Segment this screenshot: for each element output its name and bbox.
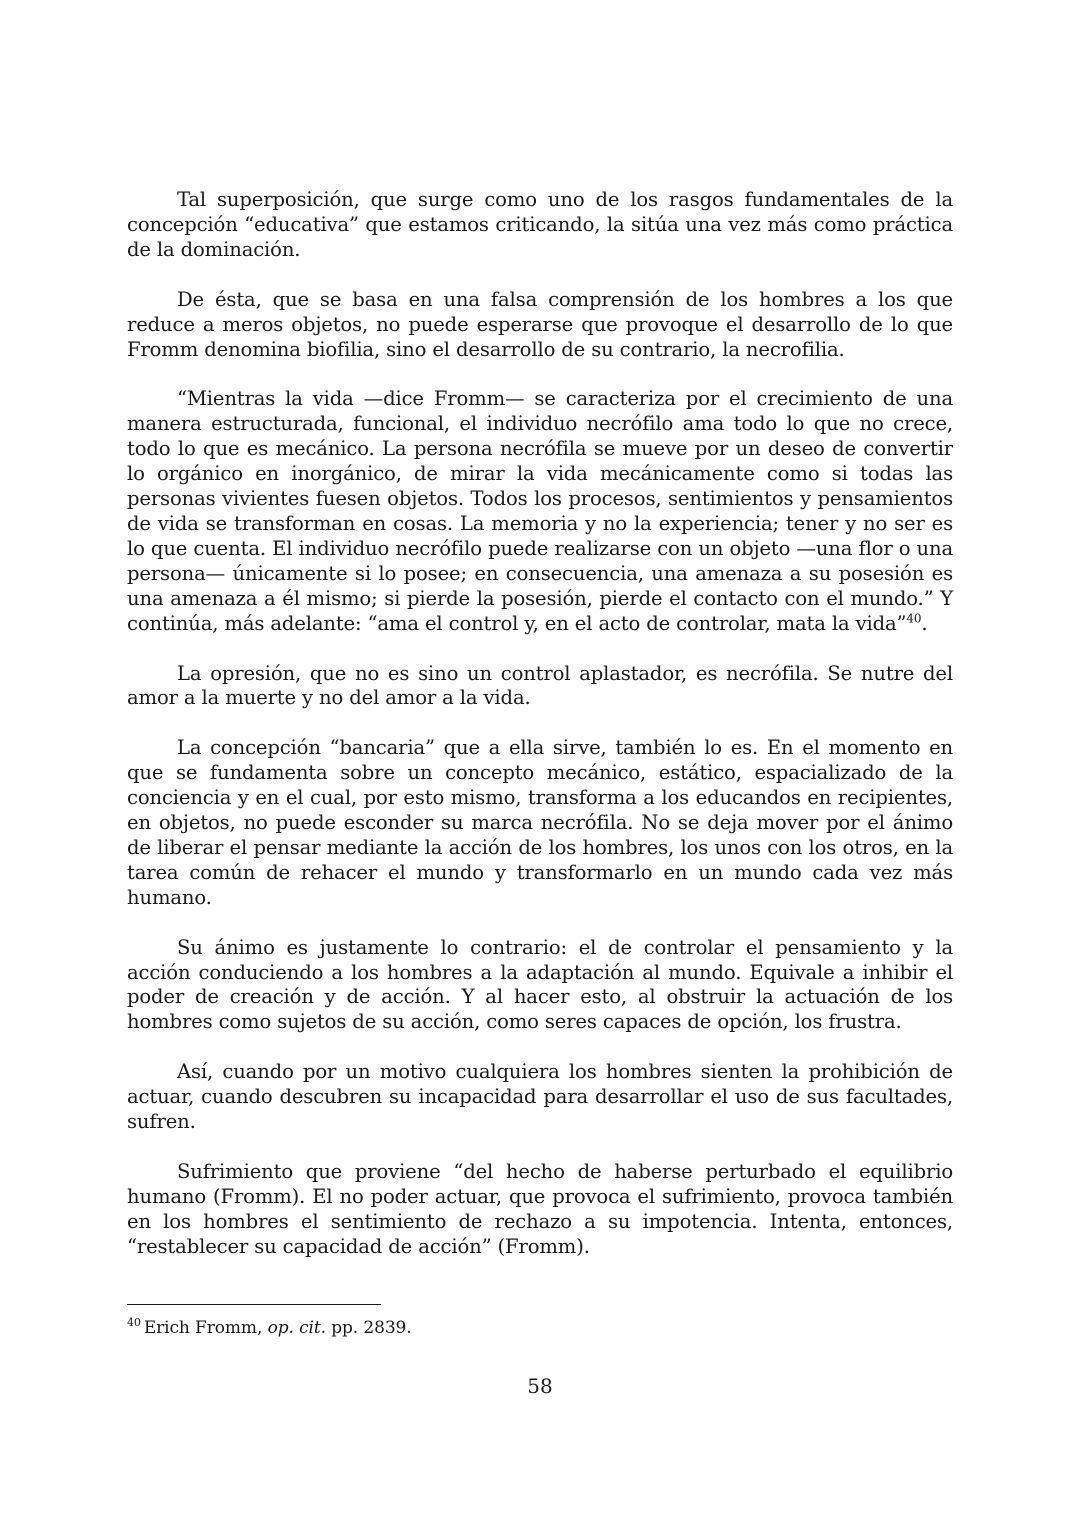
footnote-pages: pp. 2839. <box>331 1318 412 1338</box>
footnote-divider <box>127 1304 381 1305</box>
document-body <box>127 188 953 1285</box>
paragraph-2: De ésta, que se basa en una falsa comprensión de los hombres a los que reduce a meros objetos, no puede esperarse que provoque el desarrollo de lo que Fromm denomina biofilia, sino el desarrollo de su contrario, la necrofilia. <box>127 287 953 361</box>
paragraph-1: Tal superposición, que surge como uno de los rasgos fundamentales de la concepción “educativa” que estamos criticando, la sitúa una vez más como práctica de la dominación. <box>127 188 953 261</box>
paragraph-6: Su ánimo es justamente lo contrario: el de controlar el pensamiento y la acción conduciendo a los hombres a la adaptación al mundo. Equivale a inhibir el poder de creación y de acción. Y al hacer esto, al obstruir la actuación de los hombres como sujetos de su acción, como seres capaces de opción, los frustra. <box>127 935 953 1034</box>
footnote-number: 40 <box>127 1316 141 1330</box>
paragraph-8: Sufrimiento que proviene “del hecho de haberse perturbado el equilibrio humano (Fromm). El no poder actuar, que provoca el sufrimiento, provoca también en los hombres el sentimiento de rechazo a su impotencia. Intenta, entonces, “restablecer su capacidad de acción” (Fromm). <box>127 1160 953 1258</box>
paragraph-4: La opresión, que no es sino un control aplastador, es necrófila. Se nutre del amor a la muerte y no del amor a la vida. <box>127 661 953 710</box>
footnote <box>127 1317 953 1339</box>
paragraph-7: Así, cuando por un motivo cualquiera los hombres sienten la prohibición de actuar, cuando descubren su incapacidad para desarrollar el uso de sus facultades, sufren. <box>127 1060 953 1134</box>
paragraph-5: La concepción “bancaria” que a ella sirve, también lo es. En el momento en que se fundamenta sobre un concepto mecánico, estático, espacializado de la conciencia y en el cual, por esto mismo, transforma a los educandos en recipientes, en objetos, no puede esconder su marca necrófila. No se deja mover por el ánimo de liberar el pensar mediante la acción de los hombres, los unos con los otros, en la tarea común de rehacer el mundo y transformarlo en un mundo cada vez más humano. <box>127 736 953 909</box>
footnote-author: Erich Fromm, <box>143 1318 263 1338</box>
footnote-reference: 40 <box>906 611 922 626</box>
page-number: 58 <box>527 1374 553 1398</box>
quote-trailing-period: . <box>921 611 928 635</box>
paragraph-3-quote <box>127 387 953 636</box>
footnote-op-cit: op. cit. <box>267 1318 326 1338</box>
quote-text: “Mientras la vida —dice Fromm— se caracteriza por el crecimiento de una manera estructurada, funcional, el individuo necrófilo ama todo lo que no crece, todo lo que es mecánico. La persona necrófila se mueve por un deseo de convertir lo orgánico en inorgánico, de mirar la vida mecánicamente como si todas las personas vivientes fuesen objetos. Todos los procesos, sentimientos y pensamientos de vida se transforman en cosas. La memoria y no la experiencia; tener y no ser es lo que cuenta. El individuo necrófilo puede realizarse con un objeto —una flor o una persona— únicamente si lo posee; en consecuencia, una amenaza a su posesión es una amenaza a él mismo; si pierde la posesión, pierde el contacto con el mundo.” Y continúa, más adelante: “ama el control y, en el acto de controlar, mata la vida” <box>127 387 953 635</box>
